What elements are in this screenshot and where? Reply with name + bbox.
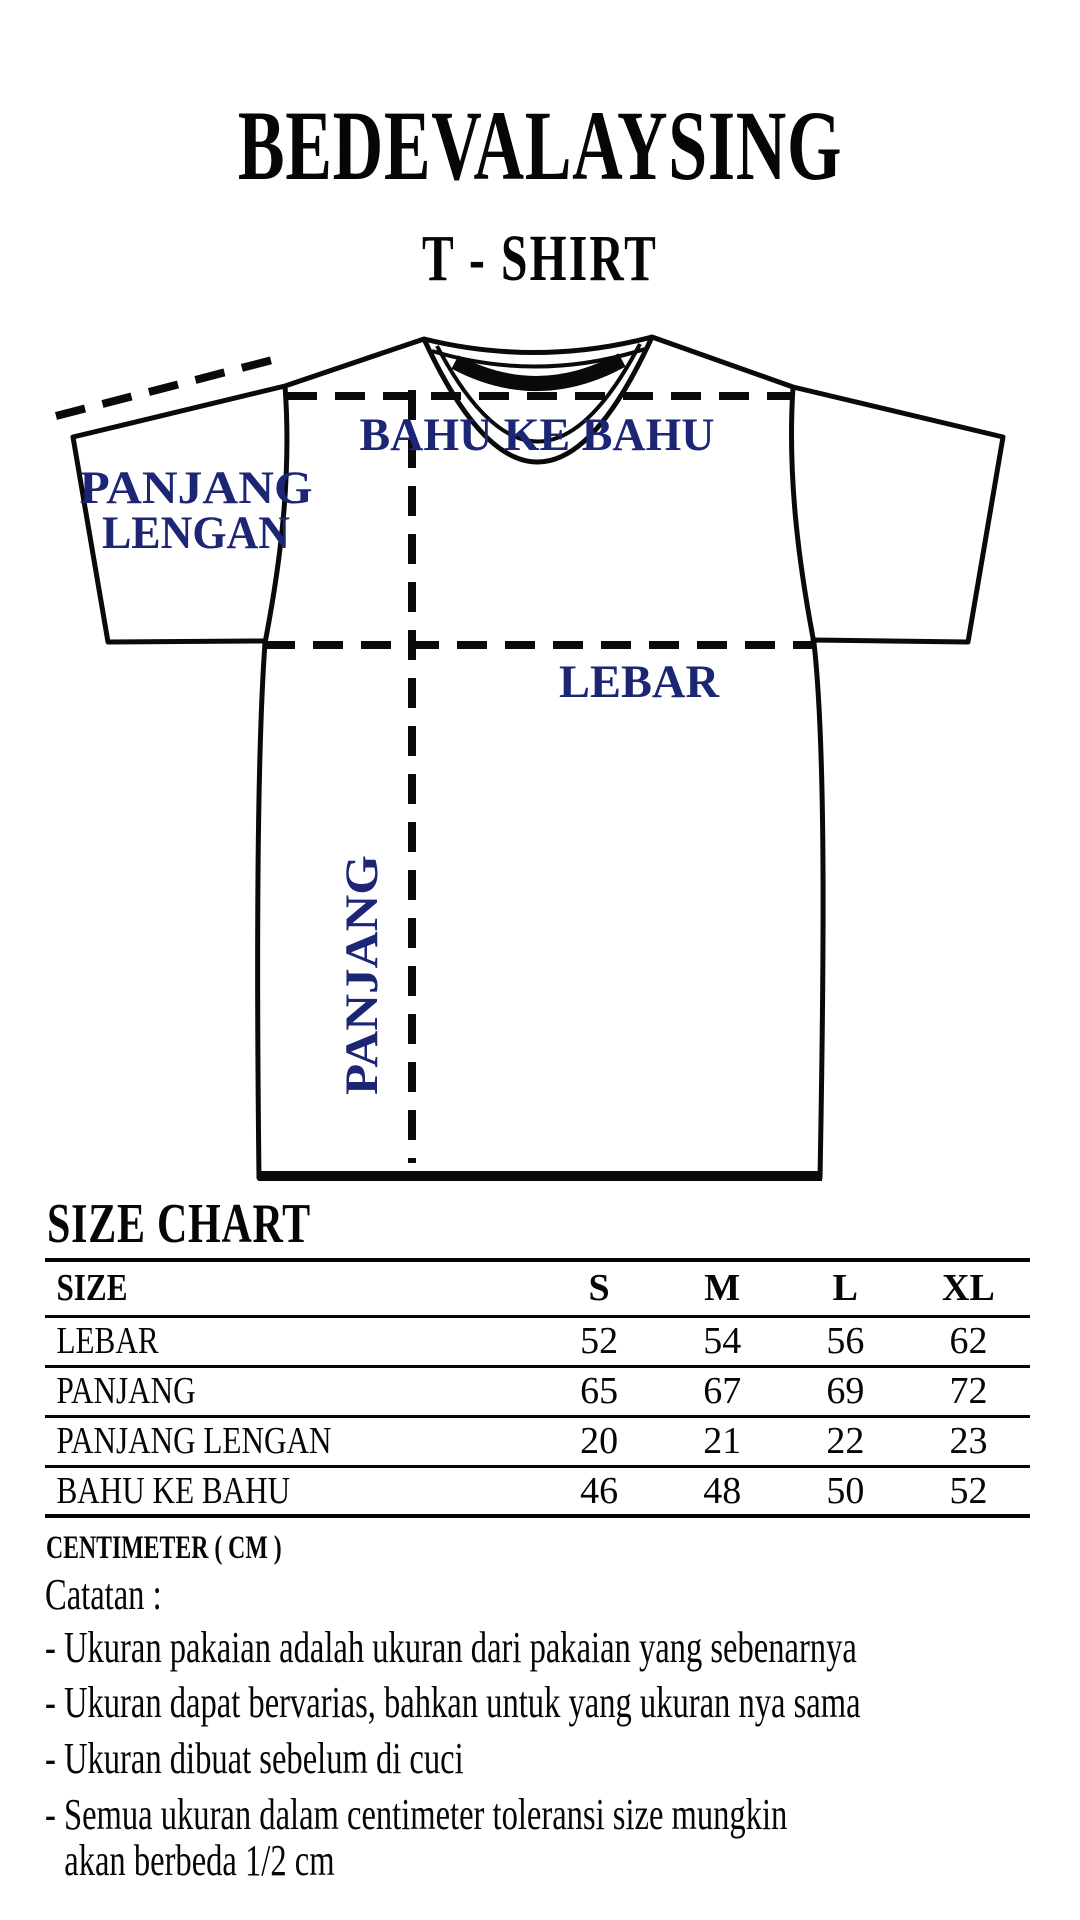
table-row-lebar: [45, 1316, 1030, 1366]
value-cell: 21: [703, 1420, 742, 1462]
note-item: - Semua ukuran dalam centimeter toleransi size mungkin akan berbeda 1/2 cm: [45, 1789, 788, 1886]
value-cell: 62: [949, 1320, 988, 1362]
size-chart-table: [45, 1258, 1030, 1518]
value-cell: 65: [580, 1370, 619, 1412]
product-subtitle: T - SHIRT: [421, 222, 659, 295]
value-cell: 69: [826, 1370, 865, 1412]
value-cell: 23: [949, 1420, 988, 1462]
note-item: - Ukuran dibuat sebelum di cuci: [45, 1733, 464, 1783]
table-row-panjang: [45, 1366, 1030, 1416]
collar-top-rib: [424, 337, 652, 353]
table-row-panjang-lengan: [45, 1416, 1030, 1466]
note-item: - Ukuran pakaian adalah ukuran dari pakaian yang sebenarnya: [45, 1622, 857, 1672]
value-cell: 48: [703, 1469, 742, 1512]
header-size: SIZE: [56, 1267, 128, 1310]
table-row-bahu-ke-bahu: [45, 1466, 1030, 1516]
note-item: - Ukuran dapat bervarias, bahkan untuk yang ukuran nya sama: [45, 1678, 861, 1728]
tshirt-measurement-diagram: [0, 320, 1080, 1200]
row-label: LEBAR: [56, 1320, 159, 1362]
size-table-header-row: [45, 1260, 1030, 1316]
value-cell: 52: [949, 1469, 988, 1512]
value-cell: 22: [826, 1420, 865, 1462]
row-label: PANJANG LENGAN: [56, 1420, 332, 1462]
notes-section: [45, 1572, 1045, 1894]
header-xl: XL: [942, 1267, 995, 1310]
value-cell: 56: [826, 1320, 865, 1362]
value-cell: 72: [949, 1370, 988, 1412]
shoulder-label: BAHU KE BAHU: [359, 409, 715, 461]
value-cell: 20: [580, 1420, 619, 1462]
size-chart-heading: SIZE CHART: [47, 1193, 311, 1255]
value-cell: 50: [826, 1469, 865, 1512]
sleeve-length-label-line2: LENGAN: [102, 507, 291, 559]
sleeve-length-label-line1: PANJANG: [79, 462, 313, 514]
brand-title: BEDEVALAYSING: [237, 90, 843, 201]
value-cell: 54: [703, 1320, 742, 1362]
row-label: BAHU KE BAHU: [56, 1469, 291, 1512]
header-m: M: [704, 1267, 741, 1310]
row-label: PANJANG: [56, 1370, 196, 1412]
value-cell: 46: [580, 1469, 619, 1512]
notes-heading: Catatan :: [45, 1570, 162, 1619]
unit-note: CENTIMETER ( CM ): [46, 1530, 282, 1566]
width-label: LEBAR: [559, 656, 721, 708]
header-l: L: [832, 1267, 858, 1310]
value-cell: 52: [580, 1320, 619, 1362]
length-label: PANJANG: [336, 873, 388, 1095]
value-cell: 67: [703, 1370, 742, 1412]
header-s: S: [588, 1267, 610, 1310]
